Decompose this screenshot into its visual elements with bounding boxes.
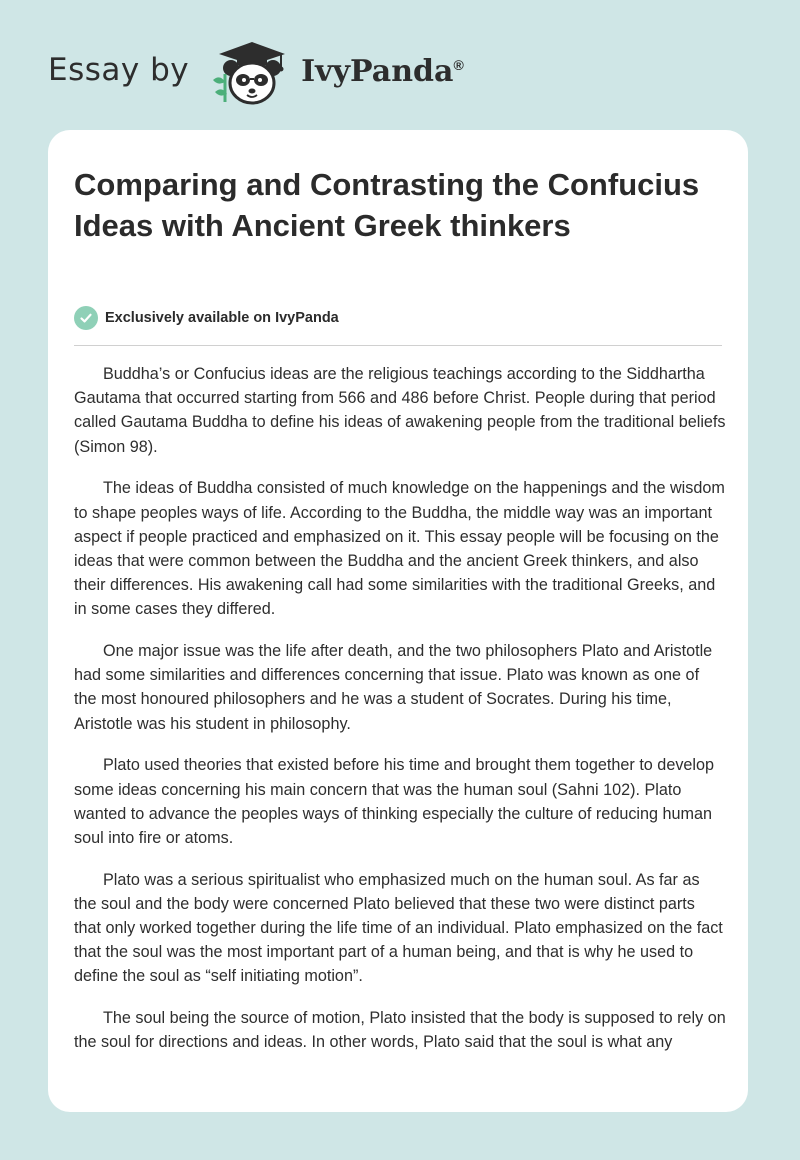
essay-card bbox=[48, 130, 748, 1112]
paragraph: One major issue was the life after death, and the two philosophers Plato and Aristotle had some similarities and differences concerning that issue. Plato was known as one of the most honoured philosophers and he was a student of Socrates. During his time, Aristotle was his student in philosophy. bbox=[74, 642, 713, 733]
page-title: Comparing and Contrasting the Confucius Ideas with Ancient Greek thinkers bbox=[74, 167, 700, 243]
paragraph: The ideas of Buddha consisted of much knowledge on the happenings and the wisdom to shape peoples ways of life. According to the Buddha, the middle way was an important aspect if people practiced and emphasized on it. This essay people will be focusing on the ideas that were common between the Buddha and the ancient Greek thinkers, and also their differences. His awakening call had some similarities with the traditional Greeks, and in some cases they differed. bbox=[74, 479, 725, 619]
essay-body bbox=[74, 362, 726, 1072]
registered-mark: ® bbox=[453, 56, 464, 73]
paragraph: Buddha’s or Confucius ideas are the religious teachings according to the Siddhartha Gautama that occurred starting from 566 and 486 before Christ. People during that period called Gautama Buddha to define his ideas of awakening people from the traditional beliefs (Simon 98). bbox=[74, 365, 726, 456]
paragraph: The soul being the source of motion, Plato insisted that the body is supposed to rely on the soul for directions and ideas. In other words, Plato said that the soul is what any bbox=[74, 1009, 726, 1052]
exclusive-badge bbox=[74, 306, 339, 330]
paragraph: Plato used theories that existed before his time and brought them together to develop some ideas concerning his main concern that was the human soul (Sahni 102). Plato wanted to advance the peoples ways of thinking especially the culture of reducing human soul into fire or atoms. bbox=[74, 756, 715, 847]
brand-name: IvyPanda® bbox=[301, 53, 464, 89]
panda-logo-icon bbox=[207, 36, 297, 108]
brand-prefix: Essay by bbox=[48, 52, 190, 88]
divider bbox=[74, 345, 722, 346]
paragraph: Plato was a serious spiritualist who emphasized much on the human soul. As far as the soul and the body were concerned Plato believed that these two were distinct parts that only worked together during the life time of an individual. Plato emphasized on the fact that the soul was the most important part of a human being, and that is why he used to define the soul as “self initiating motion”. bbox=[74, 870, 723, 986]
badge-label: Exclusively available on IvyPanda bbox=[105, 310, 339, 326]
check-icon bbox=[74, 306, 98, 330]
brand-header bbox=[48, 36, 464, 108]
